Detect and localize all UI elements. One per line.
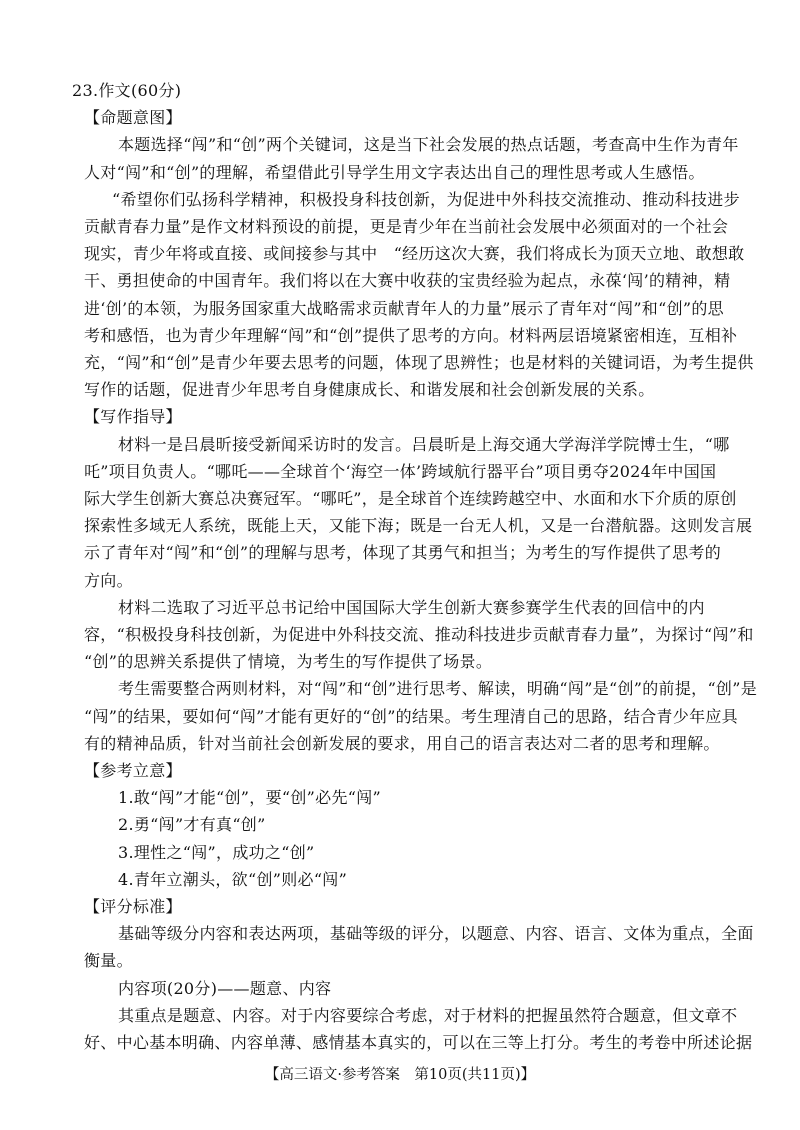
paragraph-line: 际大学生创新大赛总决赛冠军。“哪吒”，是全球首个连续跨越空中、水面和水下介质的原创 [84,489,737,508]
paragraph-line: “闯”的结果，要如何“闯”才能有更好的“创”的结果。考生理清自己的思路，结合青少年应具 [84,707,738,726]
paragraph-line: 材料二选取了习近平总书记给中国国际大学生创新大赛参赛学生代表的回信中的内 [118,598,705,617]
paragraph-line: 考和感悟，也为青少年理解“闯”和“创”提供了思考的方向。材料两层语境紧密相连，互相补 [84,326,738,345]
paragraph-line: 考生需要整合两则材料，对“闯”和“创”进行思考、解读，明确“闯”是“创”的前提，“创”是 [118,679,757,698]
list-item: 3.理性之“闯”，成功之“创” [118,843,315,862]
paragraph-line: 示了青年对“闯”和“创”的理解与思考，体现了其勇气和担当；为考生的写作提供了思考的 [84,543,722,562]
paragraph-line: 本题选择“闯”和“创”两个关键词，这是当下社会发展的热点话题，考查高中生作为青年 [118,135,739,154]
paragraph-line: “创”的思辨关系提供了情境，为考生的写作提供了场景。 [84,652,493,671]
list-item: 2.勇“闯”才有真“创” [118,815,266,834]
paragraph-line: 其重点是题意、内容。对于内容要综合考虑，对于材料的把握虽然符合题意，但文章不 [118,1006,738,1025]
section-heading-scoring: 【评分标准】 [84,897,182,916]
section-heading-intent: 【命题意图】 [84,108,182,127]
question-title: 23.作文(60分) [72,81,182,100]
paragraph-line: 写作的话题，促进青少年思考自身健康成长、和谐发展和社会创新发展的关系。 [84,380,655,399]
paragraph-line: 吒”项目负责人。“哪吒——全球首个‘海空一体’跨域航行器平台”项目勇夺2024年中国国 [84,462,717,481]
paragraph-line: 衡量。 [84,951,133,970]
page-footer: 【高三语文·参考答案 第10页(共11页)】 [264,1067,536,1083]
paragraph-line: 干、勇担使命的中国青年。我们将以在大赛中收获的宝贵经验为起点，永葆‘闯’的精神，精 [84,271,731,290]
paragraph-line: 探索性多域无人系统，既能上天，又能下海；既是一台无人机，又是一台潜航器。这则发言展 [84,516,753,535]
list-item: 1.敢“闯”才能“创”，要“创”必先“闯” [118,788,382,807]
paragraph-line: 贡献青春力量”是作文材料预设的前提，更是青少年在当前社会发展中必须面对的一个社会 [84,217,729,236]
paragraph-line: 材料一是吕晨昕接受新闻采访时的发言。吕晨昕是上海交通大学海洋学院博士生，“哪 [118,435,730,454]
paragraph-line: 方向。 [84,571,133,590]
paragraph-line: 进‘创’的本领，为服务国家重大战略需求贡献青年人的力量”展示了青年对“闯”和“创”的思 [84,299,724,318]
section-heading-ideas: 【参考立意】 [84,761,182,780]
paragraph-line: 充，“闯”和“创”是青少年要去思考的问题，体现了思辨性；也是材料的关键词语，为考生提供 [84,353,754,372]
list-item: 4.青年立潮头，欲“创”则必“闯” [118,870,348,889]
paragraph-line: 人对“闯”和“创”的理解，希望借此引导学生用文字表达出自己的理性思考或人生感悟。 [84,163,705,182]
paragraph-line: 有的精神品质，针对当前社会创新发展的要求，用自己的语言表达对二者的思考和理解。 [84,734,720,753]
paragraph-line: 容，“积极投身科技创新，为促进中外科技交流、推动科技进步贡献青春力量”，为探讨“闯”和 [84,625,754,644]
section-heading-guide: 【写作指导】 [84,407,182,426]
paragraph-line: 现实，青少年将或直接、或间接参与其中 “经历这次大赛，我们将成长为顶天立地、敢想敢 [84,244,745,263]
paragraph-line: 内容项(20分)——题意、内容 [118,979,332,998]
paragraph-line: 好、中心基本明确、内容单薄、感情基本真实的，可以在三等上打分。考生的考卷中所述论据 [84,1033,753,1052]
paragraph-line: “希望你们弘扬科学精神，积极投身科技创新，为促进中外科技交流推动、推动科技进步 [112,190,740,209]
paragraph-line: 基础等级分内容和表达两项，基础等级的评分，以题意、内容、语言、文体为重点，全面 [118,924,754,943]
